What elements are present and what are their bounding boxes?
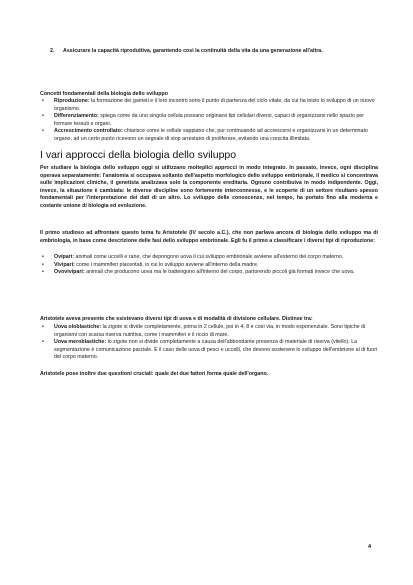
bullet-icon: • (42, 113, 44, 119)
concepts-title: Concetti fondamentali della biologia dello sviluppo (40, 91, 169, 97)
list-item: • Riproduzione: la formazione dei gameti e il loro incontro sono il punto di partenza del ciclo vitale, da cui ha inizio lo sviluppo di un nuovo organismo. (42, 98, 375, 112)
bullet-icon: • (42, 254, 44, 260)
concepts-list (40, 98, 378, 143)
list-item: • Differenziamento: spiega come da uno singola cellula possano originarsi tipi cellulari diversi, capaci di organizzarsi nello spazio per formare tessuti e organi. (42, 113, 365, 127)
bullet-icon: • (42, 98, 44, 104)
egg-types-list (40, 324, 378, 362)
list-item: • Ovovivipari: animali che producono uova ma le trattengono all'interno del corpo, partorendo piccoli già formati invece che uova. (42, 269, 355, 275)
bullet-icon: • (42, 324, 44, 330)
list-item: • Accrescimento controllato: chiarisce come le cellule sappiano che, pur continuando ad accrescersi e organizzarsi in un determinato organo, ad un certo punto ricevono un segnale di stop arrestano di proliferare, evitando una crescita illimitata. (42, 128, 368, 142)
paragraph: Per studiare la biologia dello sviluppo oggi si utilizzano molteplici approcci in modo integrato. In passato, invece, ogni disciplina operava separatamente: l'anatomia si occupava soltanto dell'aspetto morfologico dello sviluppo embrionale, il medico si concentrava sulle implicazioni cliniche, il genetista analizzava solo la componente ereditaria. Ognuno contribuiva in modo indipendente. Oggi, invece, la situazione è cambiata: le diverse discipline sono fortemente interconnesse, e le scoperte di un settore risultano spesso fondamentali per l'interpretazione dei dati di un altro. Lo sviluppo delle conoscenze, nel tempo, ha portato fino alla moderna e costante unione di biologia ed evoluzione. (40, 165, 378, 209)
list-item: • Ovipari: animali come uccelli e rane, che depongono uova il cui sviluppo embrionale avviene all'esterno del corpo materno. (42, 254, 344, 260)
numbered-list-item (50, 47, 380, 56)
reproduction-list (40, 254, 378, 277)
paragraph: Aristotele aveva presente che esistevano diversi tipi di uova e di modalità di divisione cellulare. Distinse tra: (40, 316, 313, 322)
list-item: • Uova oloblastiche: la zigote si divide completamente, prima in 2 cellule, poi in 4, 8 e così via, in modo esponenziale. Sono tipiche di organismi con scarsa riserva nutritiva, come i mammiferi e il riccio di mare. (42, 324, 366, 338)
bullet-icon: • (42, 339, 44, 345)
bullet-icon: • (42, 261, 44, 268)
list-item: • Vivipari: come i mammiferi placentati, in cui lo sviluppo avviene all'interno della madre. (42, 261, 259, 268)
bullet-icon: • (42, 128, 44, 134)
list-number: 2. (50, 48, 55, 54)
page-number: 4 (368, 544, 372, 550)
paragraph: Il primo studioso ad affrontare questo tema fu Aristotele (IV secolo a.C.), che non parlava ancora di biologia dello sviluppo ma di embriologia, in base come descrizione delle fasi dello sviluppo embrionale. Egli fu il primo a classificare i diversi tipi di riproduzione: (40, 230, 378, 244)
list-item-text: Assicurare la capacità riproduttiva, garantendo così la continuità della vita da una generazione all'altra. (63, 48, 323, 54)
list-item: • Uova meroblastiche: lo zigote non si divide completamente a causa dell'abbondante presenza di materiale di riserva (vitello). La segmentazione è comunicazione parziale. È il caso delle uova di pesci e uccelli, che devono sostenere lo sviluppo dell'embrione al di fuori del corpo materno. (42, 339, 378, 360)
section-heading: I vari approcci della biologia dello sviluppo (40, 149, 237, 161)
bullet-icon: • (42, 269, 44, 275)
paragraph: Aristotele pose inoltre due questioni cruciali: quale dei due fattori forma quale dell'organo. (40, 371, 269, 377)
